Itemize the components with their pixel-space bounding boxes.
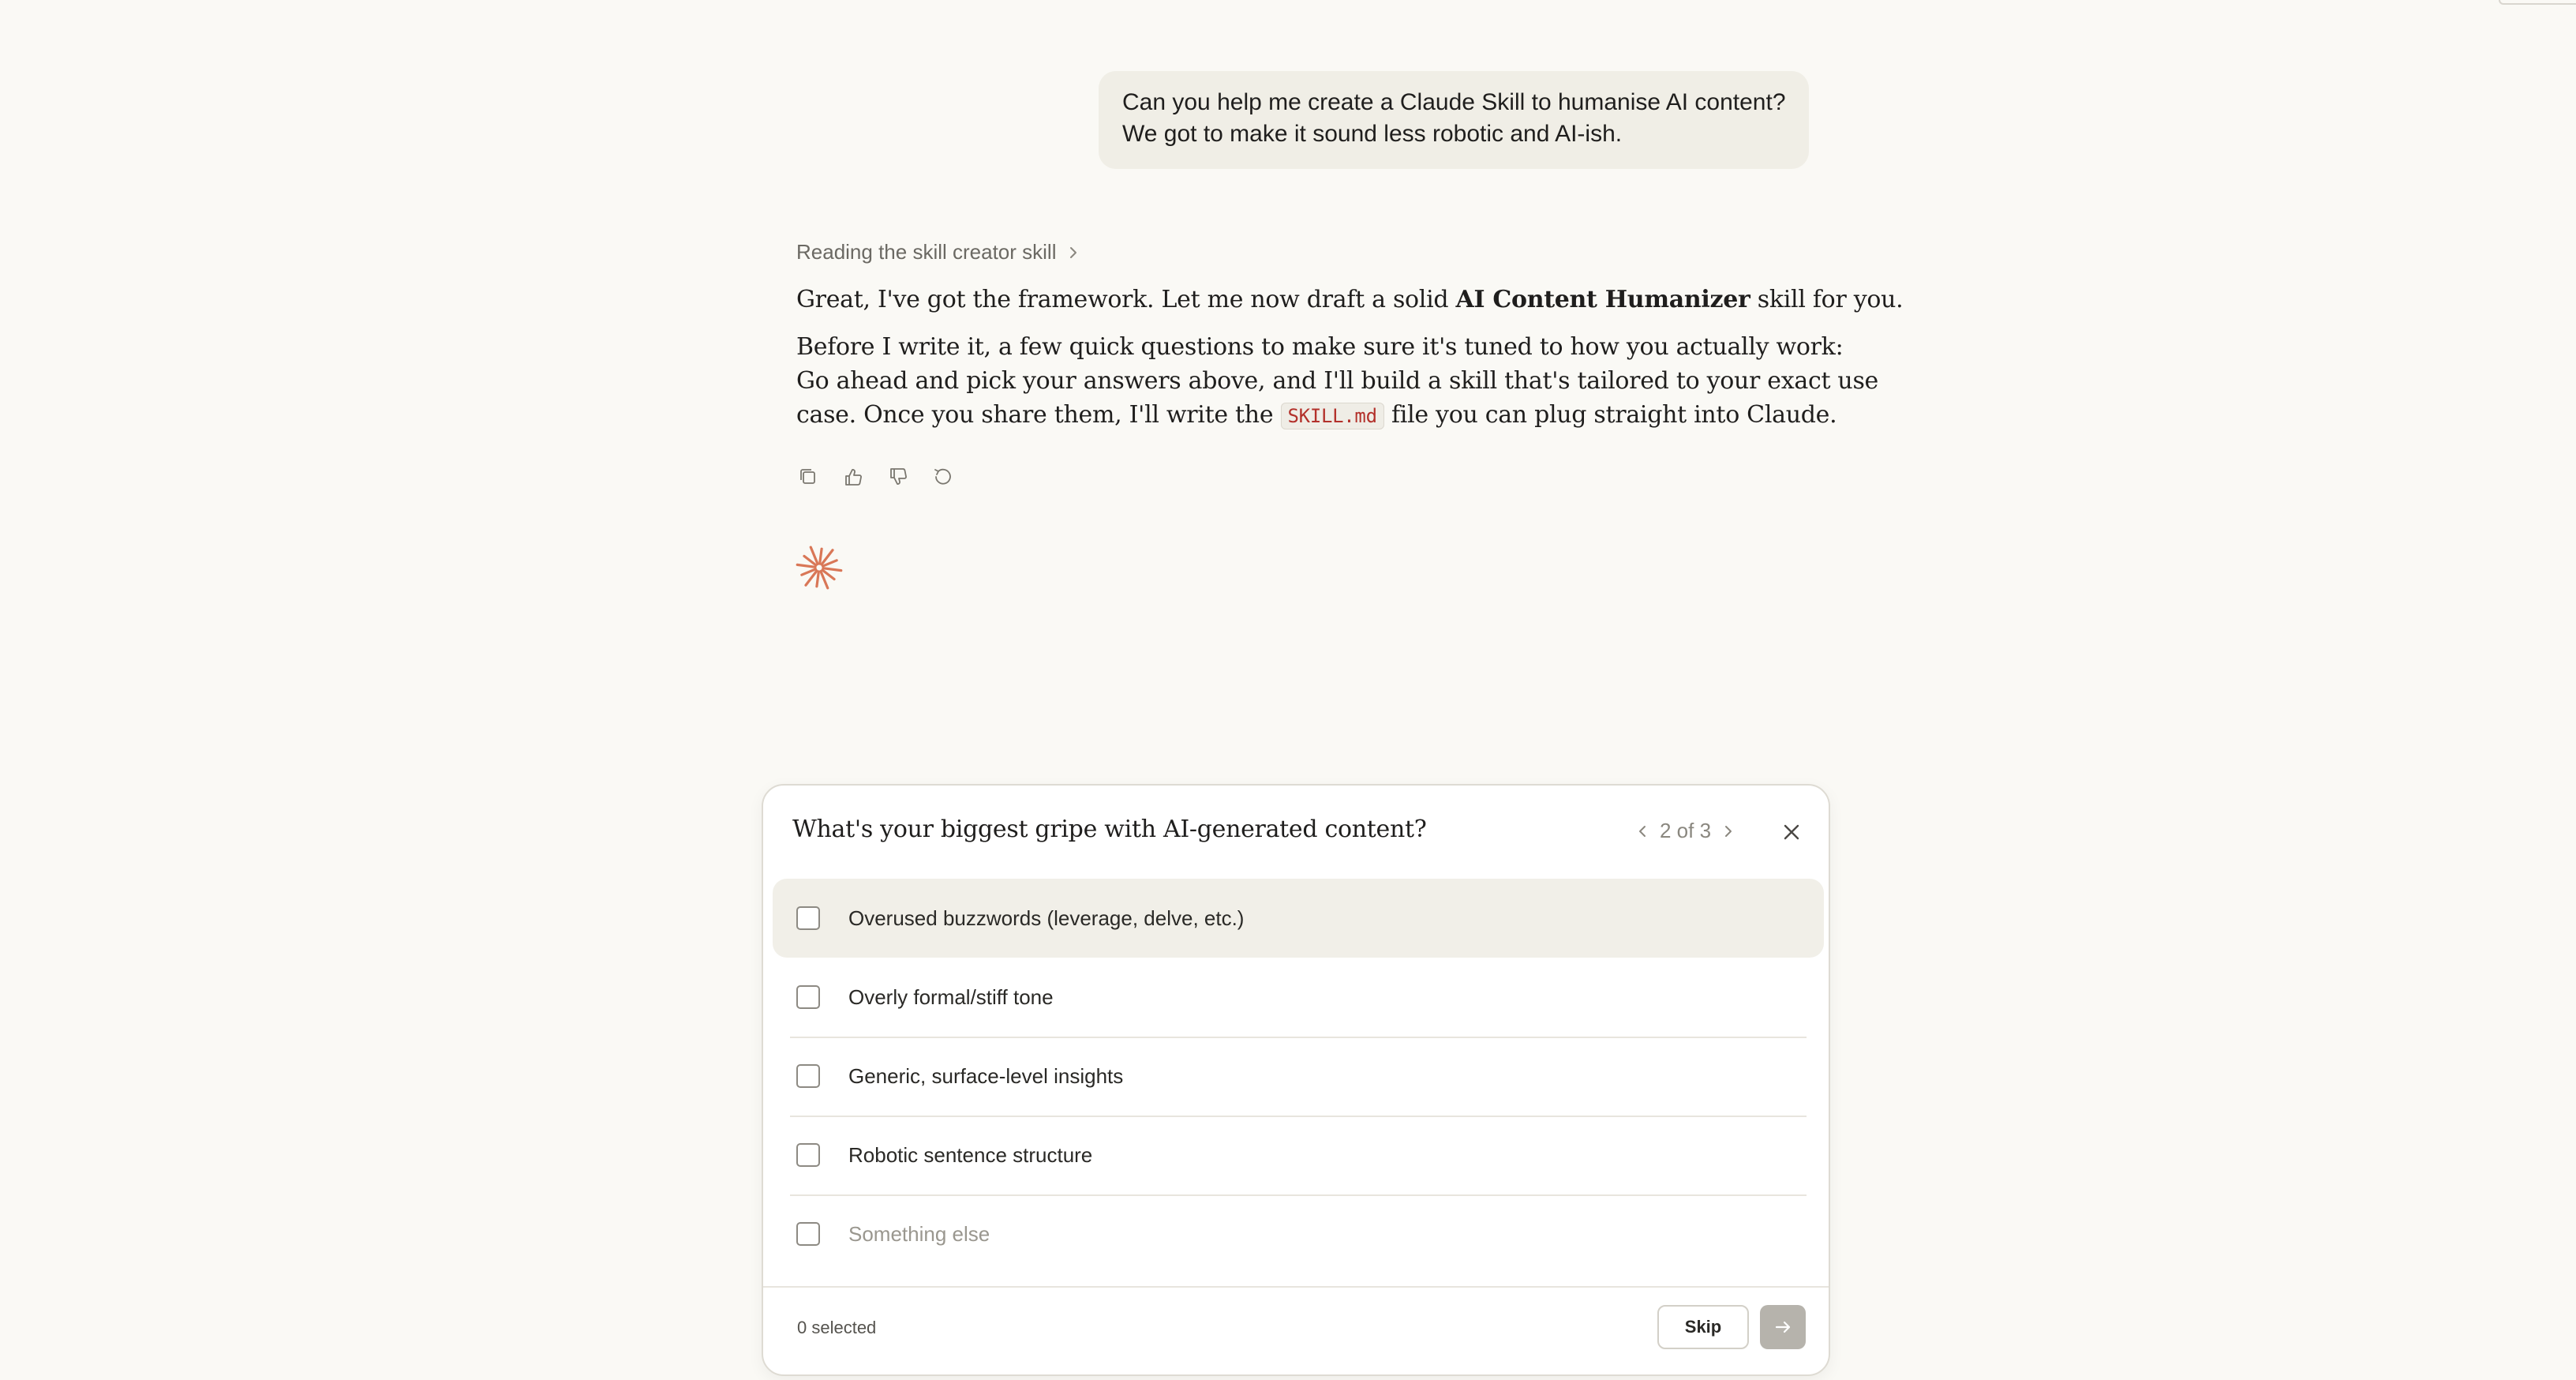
window-corner-edge <box>2499 0 2576 5</box>
option-generic-insights[interactable] <box>773 1037 1824 1116</box>
assistant-paragraph-2 <box>796 330 1879 433</box>
message-actions <box>794 463 957 491</box>
user-message-bubble <box>1099 71 1809 169</box>
option-label: Overly formal/stiff tone <box>848 984 1054 1009</box>
assistant-text: Great, I've got the framework. Let me now draft a solid <box>796 286 1456 313</box>
close-icon[interactable] <box>1778 819 1805 846</box>
copy-icon <box>797 466 819 488</box>
answer-options <box>773 879 1824 1273</box>
previous-question-icon[interactable] <box>1634 823 1650 839</box>
next-question-icon[interactable] <box>1720 823 1736 839</box>
inline-code: SKILL.md <box>1281 403 1384 429</box>
thumbs-up-button[interactable] <box>839 463 867 491</box>
option-formal-tone[interactable] <box>773 958 1824 1037</box>
assistant-text-line: Go ahead and pick your answers above, and I'll build a skill that's tailored to your exact use <box>796 367 1879 395</box>
skill-name-bold: AI Content Humanizer <box>1455 286 1750 313</box>
user-message-line-2: We got to make it sound less robotic and AI-ish. <box>1122 121 1623 147</box>
assistant-text: skill for you. <box>1750 286 1904 313</box>
arrow-right-icon <box>1772 1316 1794 1338</box>
claude-spark-icon <box>795 543 844 592</box>
tool-status-label: Reading the skill creator skill <box>796 240 1057 264</box>
skip-button[interactable]: Skip <box>1657 1305 1749 1349</box>
copy-button[interactable] <box>794 463 822 491</box>
option-overused-buzzwords[interactable] <box>773 879 1824 958</box>
option-checkbox[interactable] <box>796 985 820 1009</box>
assistant-text-line: case. Once you share them, I'll write the <box>796 401 1281 429</box>
assistant-paragraph-1 <box>796 281 1904 319</box>
submit-button[interactable] <box>1760 1305 1806 1349</box>
assistant-message <box>796 281 1904 433</box>
selected-count: 0 selected <box>797 1318 877 1337</box>
option-label: Robotic sentence structure <box>848 1142 1093 1167</box>
assistant-text-line: Before I write it, a few quick questions to make sure it's tuned to how you actually work: <box>796 333 1844 361</box>
thumbs-down-icon <box>887 466 909 488</box>
thumbs-down-button[interactable] <box>884 463 912 491</box>
assistant-text-line: file you can plug straight into Claude. <box>1383 401 1837 429</box>
retry-icon <box>932 466 954 488</box>
option-something-else[interactable] <box>773 1194 1824 1273</box>
question-title: What's your biggest gripe with AI-generated content? <box>792 816 1427 843</box>
question-card <box>762 784 1830 1376</box>
thumbs-up-icon <box>842 466 864 488</box>
question-pager <box>1634 819 1736 843</box>
option-label: Overused buzzwords (leverage, delve, etc.) <box>848 906 1245 930</box>
option-label: Something else <box>848 1221 990 1246</box>
tool-status-toggle[interactable] <box>796 240 1081 264</box>
pager-label: 2 of 3 <box>1660 819 1712 842</box>
option-checkbox[interactable] <box>796 906 820 930</box>
chevron-right-icon <box>1065 245 1081 261</box>
question-footer <box>763 1286 1829 1374</box>
user-message-line-1: Can you help me create a Claude Skill to humanise AI content? <box>1122 89 1786 115</box>
retry-button[interactable] <box>929 463 957 491</box>
option-label: Generic, surface-level insights <box>848 1063 1124 1088</box>
option-robotic-structure[interactable] <box>773 1116 1824 1194</box>
option-checkbox[interactable] <box>796 1064 820 1088</box>
option-checkbox[interactable] <box>796 1222 820 1246</box>
option-checkbox[interactable] <box>796 1143 820 1167</box>
